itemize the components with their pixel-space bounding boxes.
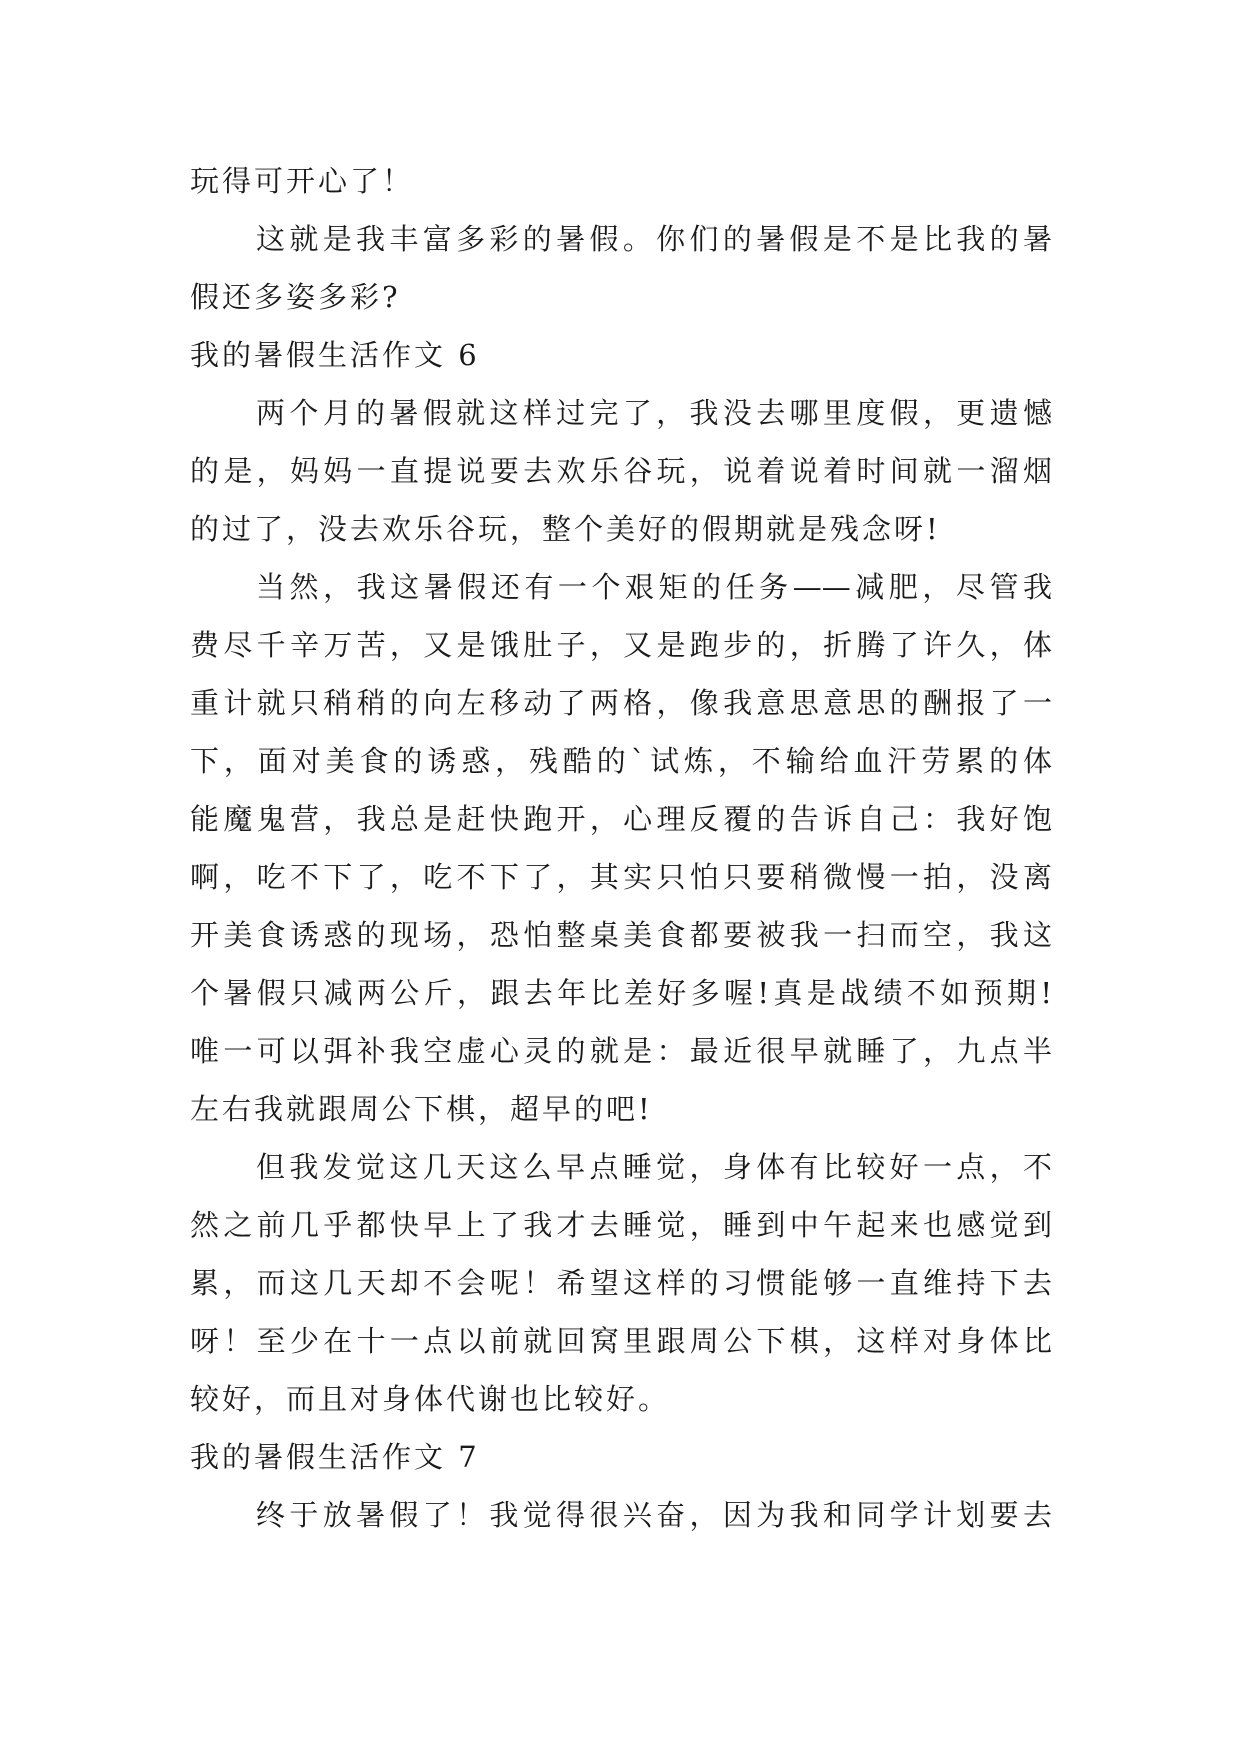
text-line: 费尽千辛万苦，又是饿肚子，又是跑步的，折腾了许久，体: [190, 628, 1052, 662]
section-heading: 我的暑假生活作文 7: [190, 1440, 480, 1474]
text-line: 累，而这几天却不会呢！希望这样的习惯能够一直维持下去: [190, 1266, 1052, 1300]
section-heading: 我的暑假生活作文 6: [190, 338, 480, 372]
paragraph-first-line: 但我发觉这几天这么早点睡觉，身体有比较好一点，不: [256, 1150, 1052, 1184]
text-line: 个暑假只减两公斤，跟去年比差好多喔!真是战绩不如预期!: [190, 976, 1052, 1010]
text-line: 左右我就跟周公下棋，超早的吧!: [190, 1092, 653, 1126]
text-line: 唯一可以弭补我空虚心灵的就是：最近很早就睡了，九点半: [190, 1034, 1052, 1068]
paragraph-first-line: 两个月的暑假就这样过完了，我没去哪里度假，更遗憾: [256, 396, 1052, 430]
text-line: 然之前几乎都快早上了我才去睡觉，睡到中午起来也感觉到: [190, 1208, 1052, 1242]
text-line: 假还多姿多彩?: [190, 280, 401, 314]
text-line: 下，面对美食的诱惑，残酷的`试炼，不输给血汗劳累的体: [190, 744, 1052, 778]
text-line: 能魔鬼营，我总是赶快跑开，心理反覆的告诉自己：我好饱: [190, 802, 1052, 836]
paragraph-first-line: 终于放暑假了！我觉得很兴奋，因为我和同学计划要去: [256, 1498, 1052, 1532]
text-line: 玩得可开心了！: [190, 164, 415, 198]
document-body: [190, 152, 1052, 1544]
text-line: 的是，妈妈一直提说要去欢乐谷玩，说着说着时间就一溜烟: [190, 454, 1052, 488]
text-line: 啊，吃不下了，吃不下了，其实只怕只要稍微慢一拍，没离: [190, 860, 1052, 894]
text-line: 开美食诱惑的现场，恐怕整桌美食都要被我一扫而空，我这: [190, 918, 1052, 952]
text-line: 重计就只稍稍的向左移动了两格，像我意思意思的酬报了一: [190, 686, 1052, 720]
text-line: 的过了，没去欢乐谷玩，整个美好的假期就是残念呀!: [190, 512, 941, 546]
paragraph-first-line: 当然，我这暑假还有一个艰矩的任务——减肥，尽管我: [256, 570, 1052, 604]
paragraph-first-line: 这就是我丰富多彩的暑假。你们的暑假是不是比我的暑: [256, 222, 1052, 256]
text-line: 较好，而且对身体代谢也比较好。: [190, 1382, 671, 1416]
text-line: 呀！至少在十一点以前就回窝里跟周公下棋，这样对身体比: [190, 1324, 1052, 1358]
